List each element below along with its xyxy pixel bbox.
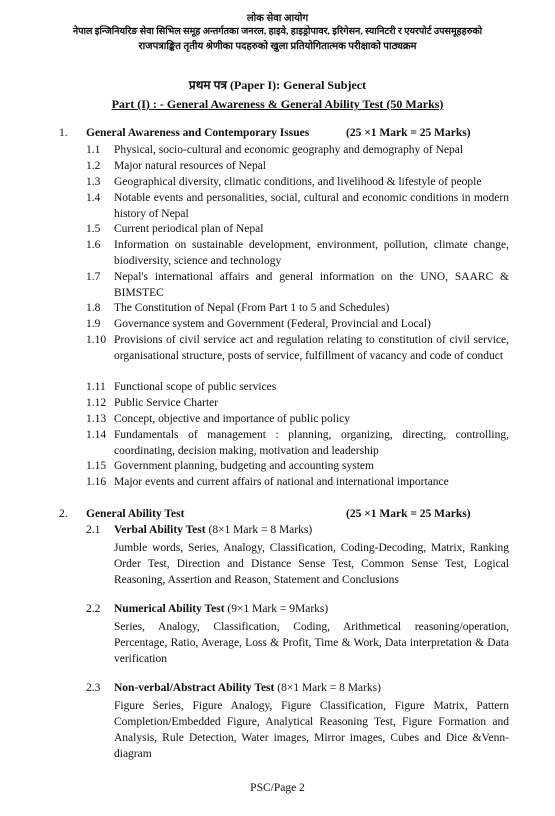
item-number: 1.12 [86,397,107,409]
item-number: 1.16 [86,476,107,488]
item-number: 1.1 [86,144,101,156]
subsection-heading [114,682,381,694]
header-syllabus-title: राजपत्राङ्कित तृतीय श्रेणीका पदहरुको खुला प्रतियोगितात्मक परीक्षाको पाठ्यक्रम [138,41,417,52]
header-service-group: नेपाल इन्जिनियरिङ सेवा सिभिल समूह अन्तर्गतका जनरल, हाइवे, हाइड्रोपावर, इरिगेसन, स्यानिटरी र एयरपोर्ट उपसमूहहरुको [72,27,483,37]
subsection-body: Figure Series, Figure Analogy, Figure Classification, Figure Matrix, Pattern Completion/Embedded Figure, Analytical Reasoning Test, Figure Formation and Analysis, Rule Detection, Water images, Mirror images, Cubes and Dice &Venn-diagram [114,700,509,760]
subsection-title: Verbal Ability Test [114,524,206,536]
item-number: 1.13 [86,413,107,425]
item-text: Fundamentals of management : planning, organizing, directing, controlling, coordinating, decision making, motivation and leadership [114,429,509,457]
subsection-marks: (8×1 Mark = 8 Marks) [277,682,381,694]
item-number: 1.7 [86,271,101,283]
item-number: 1.4 [86,192,101,204]
item-text: Physical, socio-cultural and economic geography and demography of Nepal [114,144,464,156]
item-number: 1.2 [86,160,101,172]
item-number: 1.15 [86,460,107,472]
item-text: Notable events and personalities, social, cultural and economic conditions in modern history of Nepal [114,192,509,220]
page-footer: PSC/Page 2 [250,782,305,794]
part-title: Part (I) : - General Awareness & General Ability Test (50 Marks) [111,97,444,111]
subsection-number: 2.1 [86,524,101,536]
item-text: Government planning, budgeting and accounting system [114,460,374,472]
item-text: Major natural resources of Nepal [114,160,266,172]
item-text: Public Service Charter [114,397,219,409]
subsection-body: Series, Analogy, Classification, Coding, Arithmetical reasoning/operation, Percentage, Ratio, Average, Loss & Profit, Time & Work, Data interpretation & Data verification [114,621,509,665]
item-text: Current periodical plan of Nepal [114,223,264,235]
item-text: The Constitution of Nepal (From Part 1 to 5 and Schedules) [114,302,390,314]
item-number: 1.14 [86,429,107,441]
item-text: Major events and current affairs of national and international importance [114,476,449,488]
subsection-marks: (9×1 Mark = 9Marks) [227,603,329,615]
subsection-body: Jumble words, Series, Analogy, Classification, Coding-Decoding, Matrix, Ranking Order Test, Direction and Distance Sense Test, Common Sense Test, Logical Reasoning, Assertion and Reason, Statement and Conclusions [114,542,509,586]
item-number: 1.10 [86,334,107,346]
section-1-marks: (25 ×1 Mark = 25 Marks) [346,127,471,139]
item-number: 1.11 [86,381,106,393]
item-number: 1.9 [86,318,101,330]
subsection-heading [114,524,312,536]
item-number: 1.5 [86,223,101,235]
paper-title: प्रथम पत्र (Paper I): General Subject [188,78,367,92]
subsection-title: Non-verbal/Abstract Ability Test [114,682,275,694]
section-1-title: General Awareness and Contemporary Issues [86,127,310,139]
item-text: Information on sustainable development, environment, pollution, climate change, biodiversity, science and technology [114,239,509,267]
item-text: Functional scope of public services [114,381,277,393]
item-number: 1.8 [86,302,101,314]
header-commission-name: लोक सेवा आयोग [246,13,309,24]
item-text: Provisions of civil service act and regulation relating to constitution of civil service, organisational structure, posts of service, fulfillment of vacancy and code of conduct [114,334,509,362]
item-text: Geographical diversity, climatic conditions, and livelihood & lifestyle of people [114,176,482,188]
subsection-number: 2.2 [86,603,101,615]
subsection-number: 2.3 [86,682,101,694]
section-2-marks: (25 ×1 Mark = 25 Marks) [346,508,471,520]
subsection-marks: (8×1 Mark = 8 Marks) [208,524,313,536]
item-text: Nepal's international affairs and general information on the UNO, SAARC & BIMSTEC [114,271,509,299]
section-2-number: 2. [59,508,68,520]
item-number: 1.6 [86,239,101,251]
section-2-title: General Ability Test [86,508,185,520]
section-1-number: 1. [59,127,68,139]
subsection-title: Numerical Ability Test [114,603,225,615]
subsection-heading [114,603,328,615]
item-number: 1.3 [86,176,101,188]
item-text: Concept, objective and importance of public policy [114,413,350,425]
item-text: Governance system and Government (Federal, Provincial and Local) [114,318,431,330]
